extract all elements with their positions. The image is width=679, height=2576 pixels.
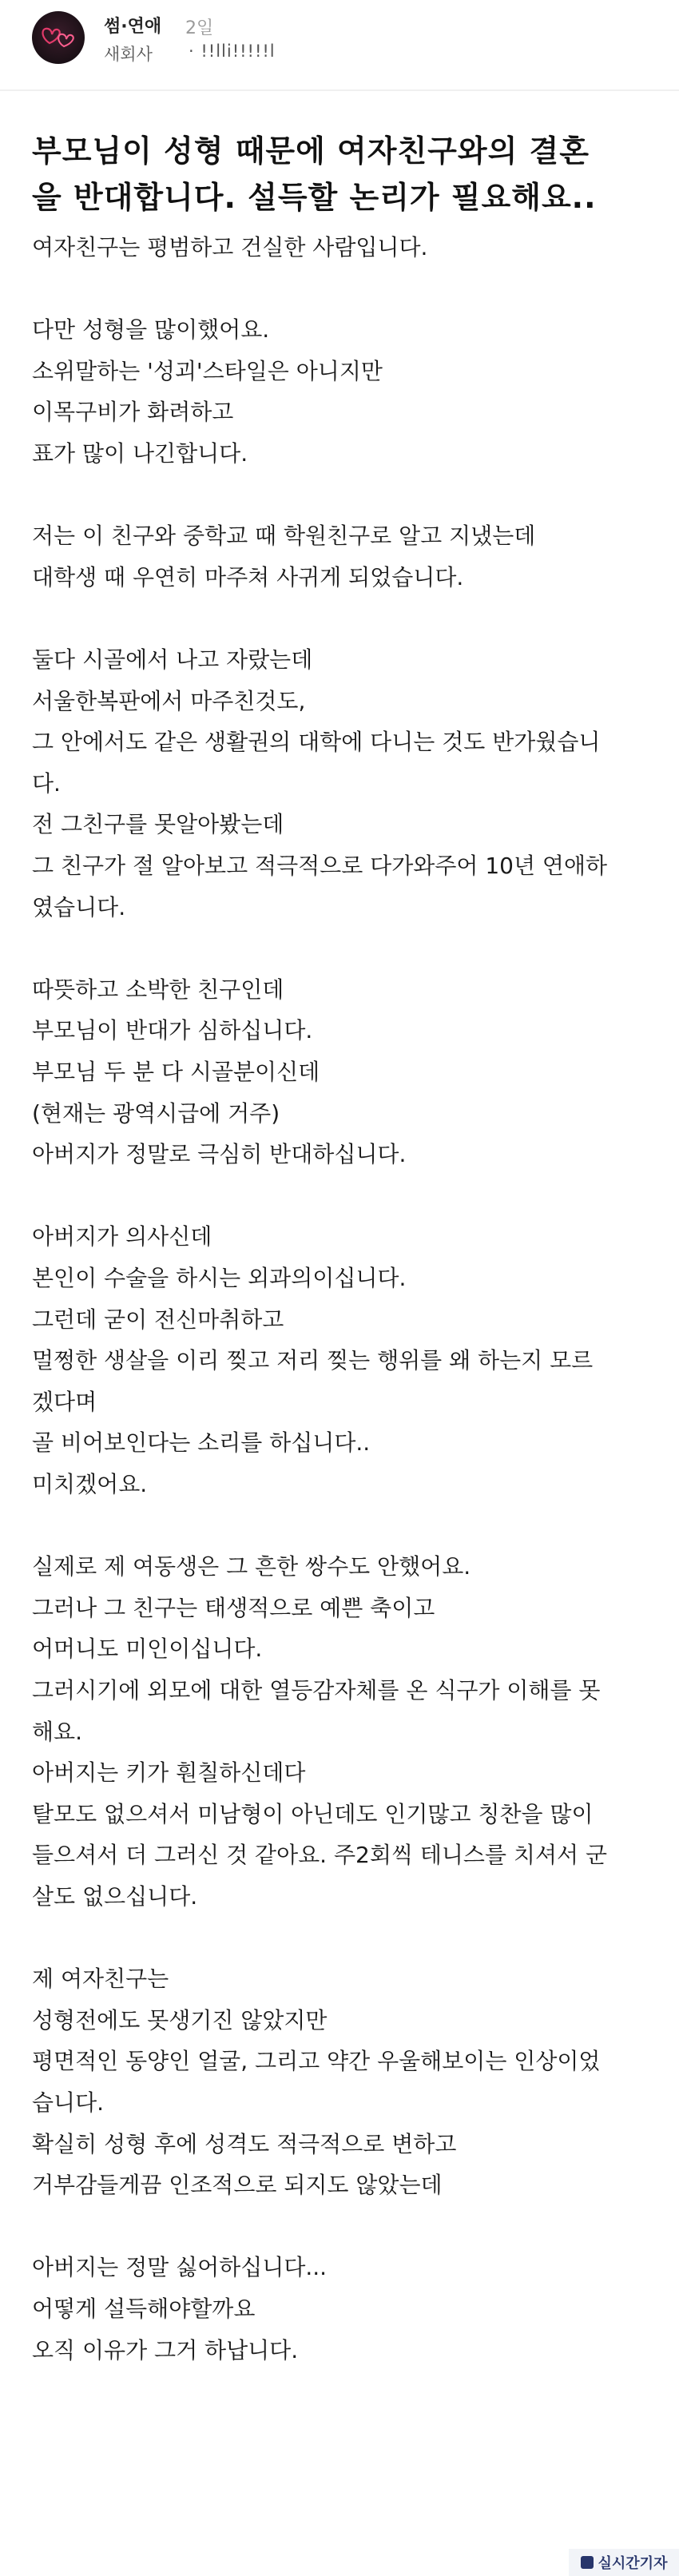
body-line: 해요. — [32, 1718, 82, 1745]
body-line: 어떻게 설득해야할까요 — [32, 2296, 256, 2322]
body-line: 어머니도 미인이십니다. — [32, 1636, 263, 1663]
watermark — [569, 2549, 679, 2576]
body-line: 그 친구가 절 알아보고 적극적으로 다가와주어 10년 연애하 — [32, 853, 608, 879]
body-line: 전 그친구를 못알아봤는데 — [32, 811, 284, 838]
body-line: 탈모도 없으셔서 미남형이 아닌데도 인기많고 칭찬을 많이 — [32, 1800, 594, 1827]
body-line: 아버지가 정말로 극심히 반대하십니다. — [32, 1141, 407, 1168]
hearts-avatar-icon — [32, 11, 85, 64]
body-line: 오직 이유가 그거 하납니다. — [32, 2336, 299, 2363]
author-company: 새회사 — [104, 45, 153, 64]
body-line: 들으셔서 더 그러신 것 같아요. 주2회씩 테니스를 치셔서 군 — [32, 1842, 608, 1869]
post-header — [0, 0, 679, 88]
community-name[interactable]: 썸·연애 — [104, 17, 162, 37]
body-line: 아버지는 키가 훤칠하신데다 — [32, 1759, 306, 1787]
header-divider — [0, 89, 679, 91]
body-line: 겠다며 — [32, 1388, 97, 1415]
watermark-label: 실시간기자 — [598, 2555, 668, 2572]
body-line: 그러시기에 외모에 대한 열등감자체를 온 식구가 이해를 못 — [32, 1677, 601, 1703]
body-line: 확실히 성형 후에 성격도 적극적으로 변하고 — [32, 2130, 457, 2157]
body-line: 아버지가 의사신데 — [32, 1223, 212, 1250]
body-line: 표가 많이 나긴합니다. — [32, 440, 248, 467]
body-line: 그러나 그 친구는 태생적으로 예쁜 축이고 — [32, 1594, 435, 1621]
author-id: · !!lli!!!!!l — [189, 42, 276, 61]
body-line: 성형전에도 못생기진 않았지만 — [32, 2006, 328, 2033]
body-line: 였습니다. — [32, 893, 126, 920]
body-line: 미치겠어요. — [32, 1471, 148, 1497]
post-title-line: 을 반대합니다. 설득할 논리가 필요해요.. — [32, 180, 597, 215]
body-line: 골 비어보인다는 소리를 하십니다.. — [32, 1429, 371, 1457]
body-line: 본인이 수술을 하시는 외과의이십니다. — [32, 1265, 407, 1291]
body-line: 실제로 제 여동생은 그 흔한 쌍수도 안했어요. — [32, 1553, 471, 1580]
community-avatar[interactable] — [32, 11, 85, 64]
body-line: 거부감들게끔 인조적으로 되지도 않았는데 — [32, 2172, 443, 2199]
post-title — [32, 128, 663, 221]
body-line: 멀쩡한 생살을 이리 찢고 저리 찢는 행위를 왜 하는지 모르 — [32, 1347, 594, 1374]
body-line: 다. — [32, 769, 61, 797]
body-line: 부모님이 반대가 심하십니다. — [32, 1017, 313, 1044]
body-line: 습니다. — [32, 2089, 105, 2116]
body-line: 살도 없으십니다. — [32, 1883, 198, 1910]
body-line: 평면적인 동양인 얼굴, 그리고 약간 우울해보이는 인상이었 — [32, 2048, 601, 2075]
body-line: 둘다 시골에서 나고 자랐는데 — [32, 646, 313, 673]
body-line: 제 여자친구는 — [32, 1966, 169, 1993]
body-line: 저는 이 친구와 중학교 때 학원친구로 알고 지냈는데 — [32, 523, 536, 550]
watermark-logo-icon — [581, 2556, 594, 2569]
body-line: (현재는 광역시급에 거주) — [32, 1099, 280, 1127]
post-time: 2일 — [185, 18, 214, 38]
body-line: 이목구비가 화려하고 — [32, 399, 234, 426]
body-line: 여자친구는 평범하고 건실한 사람입니다. — [32, 234, 428, 260]
post-title-line: 부모님이 성형 때문에 여자친구와의 결혼 — [32, 133, 590, 169]
body-line: 대학생 때 우연히 마주쳐 사귀게 되었습니다. — [32, 563, 464, 590]
body-line: 따뜻하고 소박한 친구인데 — [32, 976, 284, 1003]
body-line: 부모님 두 분 다 시골분이신데 — [32, 1059, 320, 1085]
body-line: 아버지는 정말 싫어하십니다... — [32, 2254, 328, 2281]
body-line: 서울한복판에서 마주친것도, — [32, 687, 306, 714]
body-line: 그 안에서도 같은 생활권의 대학에 다니는 것도 반가웠습니 — [32, 729, 601, 756]
body-line: 소위말하는 '성괴'스타일은 아니지만 — [32, 357, 383, 384]
body-line: 다만 성형을 많이했어요. — [32, 316, 270, 344]
body-line: 그런데 굳이 전신마취하고 — [32, 1306, 284, 1333]
